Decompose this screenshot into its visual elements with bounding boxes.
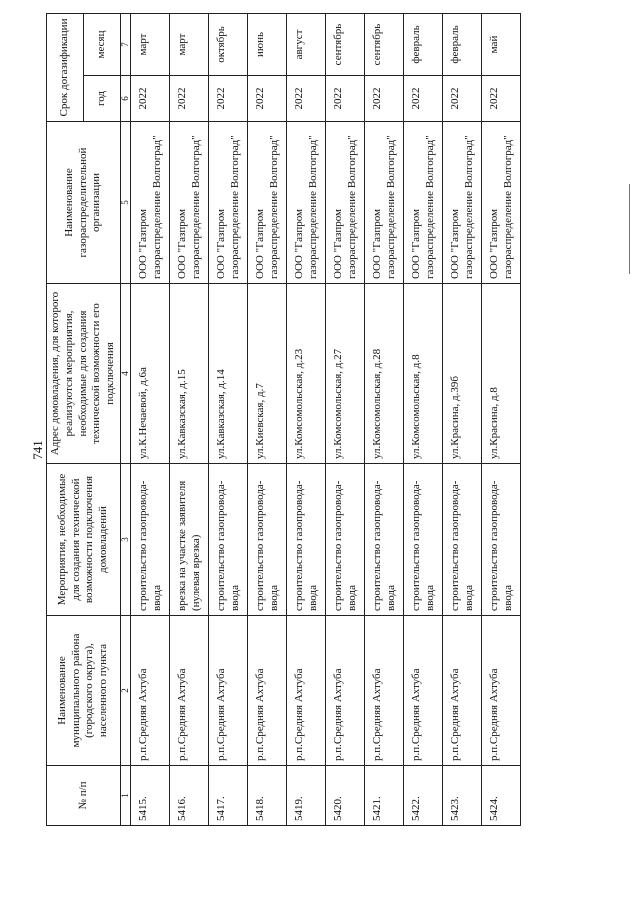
row-number: 5424. [481, 766, 520, 826]
table-row [169, 13, 208, 825]
measure-cell: строительство газопровода-ввода [247, 464, 286, 616]
row-number: 5416. [169, 766, 208, 826]
month-cell: март [169, 13, 208, 75]
table-row [403, 13, 442, 825]
locality-cell: р.п.Средняя Ахтуба [286, 616, 325, 766]
measure-cell: врезка на участке заявителя (нулевая врезка) [169, 464, 208, 616]
year-cell: 2022 [169, 76, 208, 122]
month-cell: июнь [247, 13, 286, 75]
address-cell: ул.Красина, д.8 [481, 284, 520, 464]
organization-cell: ООО "Газпром газораспределение Волгоград" [325, 122, 364, 284]
row-number: 5421. [364, 766, 403, 826]
year-cell: 2022 [247, 76, 286, 122]
header-number: № п/п [47, 766, 121, 826]
address-cell: ул.Комсомольская, д.23 [286, 284, 325, 464]
scan-artifact-line [629, 184, 630, 274]
measure-cell: строительство газопровода-ввода [442, 464, 481, 616]
column-number: 3 [120, 464, 130, 616]
month-cell: май [481, 13, 520, 75]
locality-cell: р.п.Средняя Ахтуба [208, 616, 247, 766]
page-number: 741 [30, 440, 45, 460]
measure-cell: строительство газопровода-ввода [286, 464, 325, 616]
year-cell: 2022 [481, 76, 520, 122]
row-number: 5423. [442, 766, 481, 826]
gasification-table [46, 13, 521, 826]
locality-cell: р.п.Средняя Ахтуба [130, 616, 169, 766]
year-cell: 2022 [130, 76, 169, 122]
locality-cell: р.п.Средняя Ахтуба [403, 616, 442, 766]
measure-cell: строительство газопровода-ввода [403, 464, 442, 616]
month-cell: февраль [442, 13, 481, 75]
measure-cell: строительство газопровода-ввода [325, 464, 364, 616]
column-number: 4 [120, 284, 130, 464]
year-cell: 2022 [403, 76, 442, 122]
header-year: год [83, 76, 120, 122]
row-number: 5420. [325, 766, 364, 826]
column-number: 7 [120, 13, 130, 75]
address-cell: ул.Кавказская, д.15 [169, 284, 208, 464]
column-number: 1 [120, 766, 130, 826]
table-row [481, 13, 520, 825]
organization-cell: ООО "Газпром газораспределение Волгоград" [286, 122, 325, 284]
organization-cell: ООО "Газпром газораспределение Волгоград" [442, 122, 481, 284]
address-cell: ул.Кавказская, д.14 [208, 284, 247, 464]
address-cell: ул.Киевская, д.7 [247, 284, 286, 464]
locality-cell: р.п.Средняя Ахтуба [481, 616, 520, 766]
row-number: 5422. [403, 766, 442, 826]
header-measures: Мероприятия, необходимые для создания технической возможности подключения домовладений [47, 464, 121, 616]
table-row [325, 13, 364, 825]
organization-cell: ООО "Газпром газораспределение Волгоград" [130, 122, 169, 284]
column-number: 5 [120, 122, 130, 284]
header-locality: Наименование муниципального района (городского округа), населенного пункта [47, 616, 121, 766]
header-deadline-group: Срок догазификации [47, 13, 84, 121]
address-cell: ул.Комсомольская, д.8 [403, 284, 442, 464]
year-cell: 2022 [442, 76, 481, 122]
year-cell: 2022 [286, 76, 325, 122]
month-cell: февраль [403, 13, 442, 75]
table-row [130, 13, 169, 825]
column-number: 6 [120, 76, 130, 122]
month-cell: август [286, 13, 325, 75]
organization-cell: ООО "Газпром газораспределение Волгоград" [481, 122, 520, 284]
row-number: 5418. [247, 766, 286, 826]
organization-cell: ООО "Газпром газораспределение Волгоград" [247, 122, 286, 284]
year-cell: 2022 [364, 76, 403, 122]
table-row [208, 13, 247, 825]
row-number: 5415. [130, 766, 169, 826]
organization-cell: ООО "Газпром газораспределение Волгоград" [208, 122, 247, 284]
table-row [364, 13, 403, 825]
address-cell: ул.Красина, д.39б [442, 284, 481, 464]
header-organization: Наименование газораспределительной организации [47, 122, 121, 284]
organization-cell: ООО "Газпром газораспределение Волгоград" [169, 122, 208, 284]
year-cell: 2022 [208, 76, 247, 122]
month-cell: сентябрь [364, 13, 403, 75]
locality-cell: р.п.Средняя Ахтуба [364, 616, 403, 766]
measure-cell: строительство газопровода-ввода [364, 464, 403, 616]
month-cell: сентябрь [325, 13, 364, 75]
organization-cell: ООО "Газпром газораспределение Волгоград" [364, 122, 403, 284]
locality-cell: р.п.Средняя Ахтуба [169, 616, 208, 766]
locality-cell: р.п.Средняя Ахтуба [325, 616, 364, 766]
address-cell: ул.К.Нечаевой, д.6а [130, 284, 169, 464]
locality-cell: р.п.Средняя Ахтуба [442, 616, 481, 766]
measure-cell: строительство газопровода-ввода [208, 464, 247, 616]
table-row [286, 13, 325, 825]
address-cell: ул.Комсомольская, д.27 [325, 284, 364, 464]
header-month: месяц [83, 13, 120, 75]
address-cell: ул.Комсомольская, д.28 [364, 284, 403, 464]
measure-cell: строительство газопровода-ввода [130, 464, 169, 616]
table-row [442, 13, 481, 825]
row-number: 5417. [208, 766, 247, 826]
table-row [247, 13, 286, 825]
month-cell: март [130, 13, 169, 75]
column-number: 2 [120, 616, 130, 766]
year-cell: 2022 [325, 76, 364, 122]
row-number: 5419. [286, 766, 325, 826]
month-cell: октябрь [208, 13, 247, 75]
locality-cell: р.п.Средняя Ахтуба [247, 616, 286, 766]
organization-cell: ООО "Газпром газораспределение Волгоград" [403, 122, 442, 284]
measure-cell: строительство газопровода-ввода [481, 464, 520, 616]
header-address: Адрес домовладения, для которого реализуются мероприятия, необходимые для создания технической возможности его подключения [47, 284, 121, 464]
